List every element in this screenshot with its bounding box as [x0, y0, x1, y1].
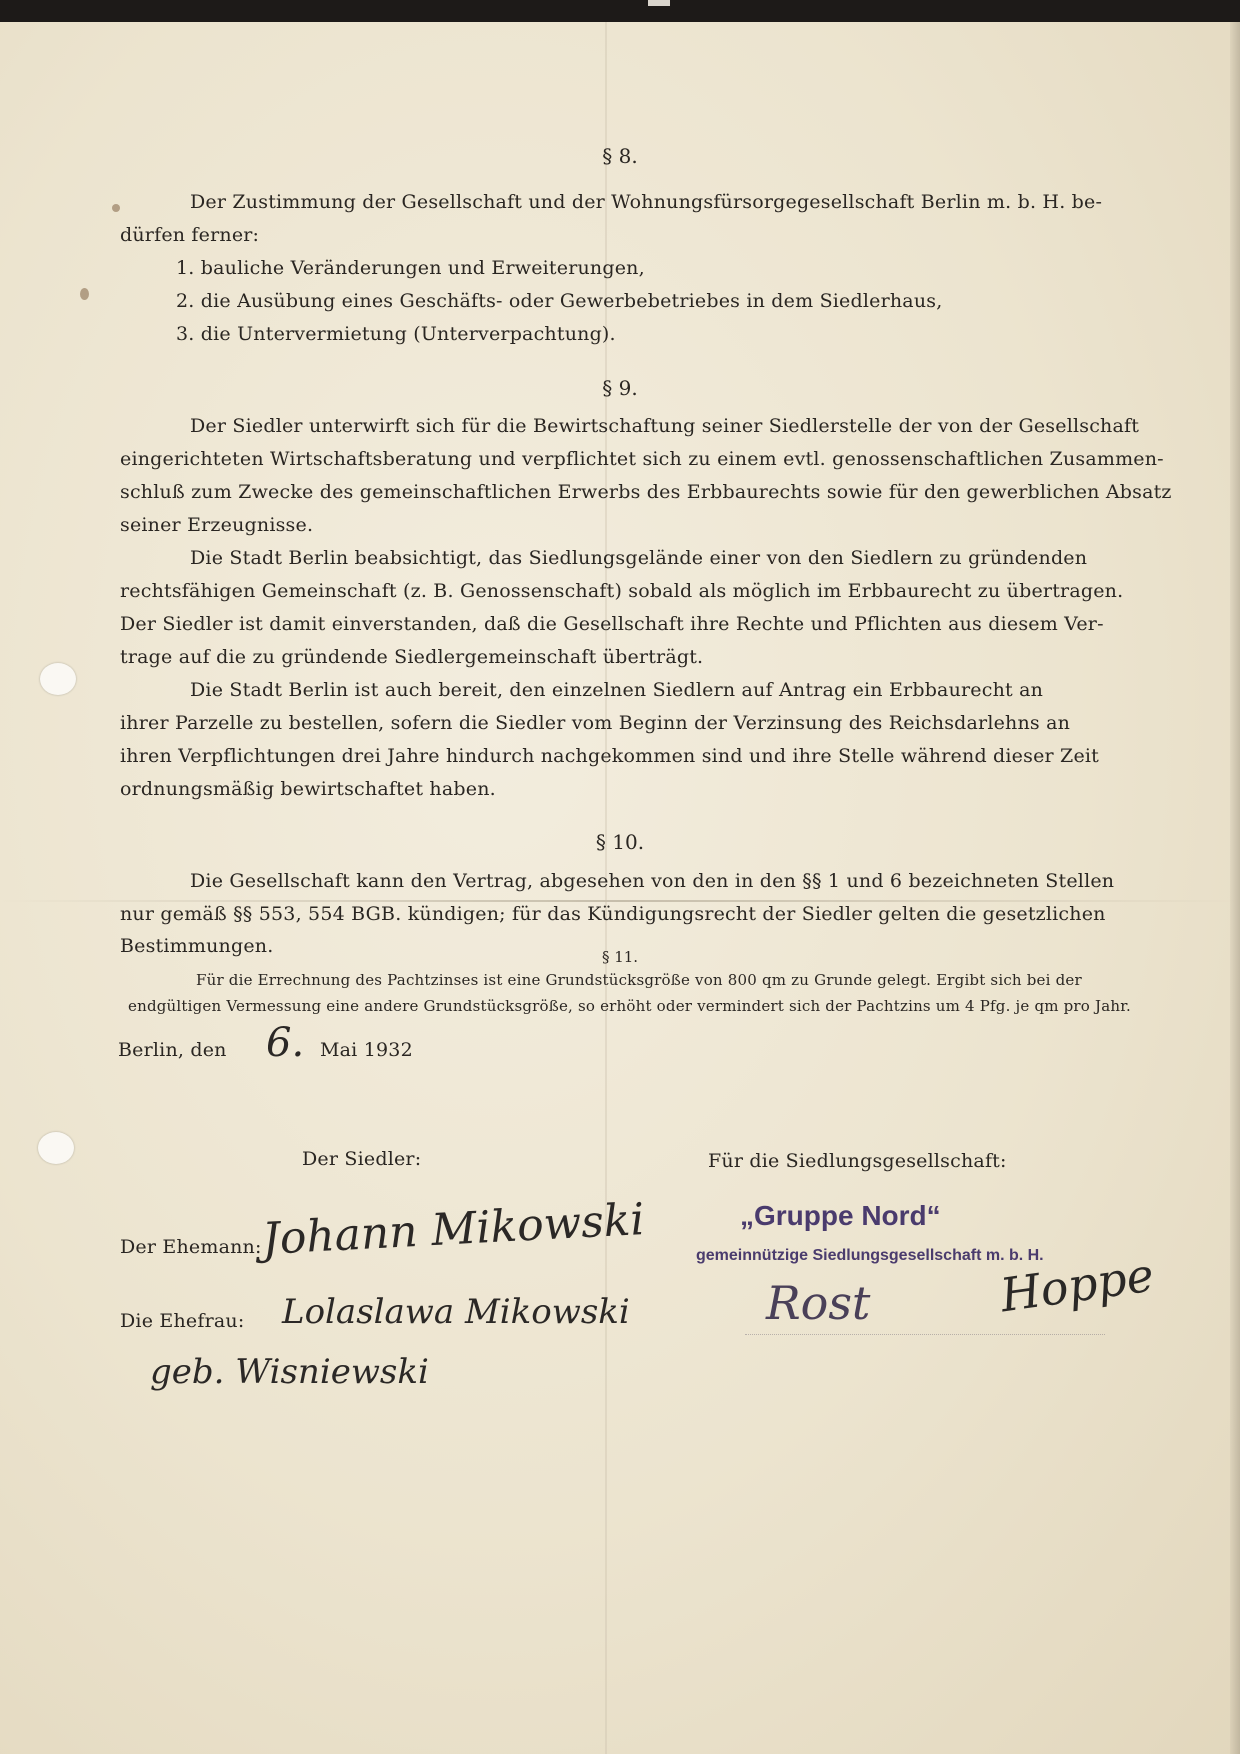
section-8-list-item: 2. die Ausübung eines Geschäfts- oder Gewerbebetriebes in dem Siedlerhaus, — [176, 290, 943, 312]
company-signature-1: Rost — [766, 1276, 871, 1330]
section-10-heading: § 10. — [595, 830, 645, 854]
section-9-heading: § 9. — [602, 376, 638, 400]
section-9-line: Die Stadt Berlin beabsichtigt, das Siedlungsgelände einer von den Siedlern zu gründenden — [190, 547, 1088, 569]
husband-label: Der Ehemann: — [120, 1236, 262, 1258]
section-8-list-item: 3. die Untervermietung (Unterverpachtung). — [176, 323, 616, 345]
date-day-handwritten: 6. — [266, 1020, 305, 1066]
section-11-line: Für die Errechnung des Pachtzinses ist eine Grundstücksgröße von 800 qm zu Grunde gelegt. Ergibt sich bei der — [196, 971, 1082, 989]
wife-maiden-name: geb. Wisniewski — [150, 1352, 429, 1392]
punch-hole — [38, 1132, 74, 1164]
fold-line-horizontal — [0, 900, 1240, 902]
punch-hole — [40, 663, 76, 695]
section-9-line: ihrer Parzelle zu bestellen, sofern die Siedler vom Beginn der Verzinsung des Reichsdarlehns an — [120, 712, 1071, 734]
section-9-line: ihren Verpflichtungen drei Jahre hindurch nachgekommen sind und ihre Stelle während dieser Zeit — [120, 745, 1100, 767]
section-10-line: Die Gesellschaft kann den Vertrag, abgesehen von den in den §§ 1 und 6 bezeichneten Stellen — [190, 870, 1115, 892]
section-11-line: endgültigen Vermessung eine andere Grundstücksgröße, so erhöht oder vermindert sich der Pachtzins um 4 Pfg. je qm pro Jahr. — [128, 997, 1131, 1015]
section-10-line: Bestimmungen. — [120, 935, 274, 957]
section-8-intro-line: Der Zustimmung der Gesellschaft und der Wohnungsfürsorgegesellschaft Berlin m. b. H. be- — [190, 191, 1103, 213]
stain-spot — [112, 204, 120, 212]
wife-signature: Lolaslawa Mikowski — [282, 1292, 630, 1332]
section-8-list-item: 1. bauliche Veränderungen und Erweiterungen, — [176, 257, 645, 279]
section-8-heading: § 8. — [602, 144, 638, 168]
section-9-line: Die Stadt Berlin ist auch bereit, den einzelnen Siedlern auf Antrag ein Erbbaurecht an — [190, 679, 1044, 701]
company-stamp-subtitle: gemeinnützige Siedlungsgesellschaft m. b. H. — [696, 1247, 1044, 1264]
section-9-line: schluß zum Zwecke des gemeinschaftlichen Erwerbs des Erbbaurechts sowie für den gewerblichen Absatz — [120, 481, 1172, 503]
section-9-line: trage auf die zu gründende Siedlergemeinschaft überträgt. — [120, 646, 704, 668]
section-9-line: seiner Erzeugnisse. — [120, 514, 314, 536]
section-9-line: ordnungsmäßig bewirtschaftet haben. — [120, 778, 496, 800]
section-9-line: eingerichteten Wirtschaftsberatung und verpflichtet sich zu einem evtl. genossenschaftlichen Zusammen- — [120, 448, 1164, 470]
date-month-year: Mai 1932 — [320, 1039, 413, 1061]
date-prefix: Berlin, den — [118, 1039, 227, 1061]
wife-label: Die Ehefrau: — [120, 1310, 245, 1332]
husband-signature: Johann Mikowski — [260, 1194, 646, 1265]
settler-heading: Der Siedler: — [302, 1148, 422, 1170]
company-stamp-name: „Gruppe Nord“ — [740, 1200, 941, 1231]
company-heading: Für die Siedlungsgesellschaft: — [708, 1150, 1007, 1172]
section-9-line: Der Siedler ist damit einverstanden, daß die Gesellschaft ihre Rechte und Pflichten aus diesem Ver- — [120, 613, 1104, 635]
company-stamp-underline — [745, 1334, 1105, 1335]
stain-spot — [80, 288, 89, 300]
section-8-intro-line: dürfen ferner: — [120, 224, 260, 246]
scan-marker — [648, 0, 670, 6]
company-signature-2: Hoppe — [996, 1247, 1157, 1323]
section-9-line: Der Siedler unterwirft sich für die Bewirtschaftung seiner Siedlerstelle der von der Gesellschaft — [190, 415, 1140, 437]
section-11-heading: § 11. — [601, 948, 639, 966]
page-edge — [1230, 22, 1240, 1754]
section-9-line: rechtsfähigen Gemeinschaft (z. B. Genossenschaft) sobald als möglich im Erbbaurecht zu übertragen. — [120, 580, 1124, 602]
section-10-line: nur gemäß §§ 553, 554 BGB. kündigen; für das Kündigungsrecht der Siedler gelten die gesetzlichen — [120, 903, 1106, 925]
